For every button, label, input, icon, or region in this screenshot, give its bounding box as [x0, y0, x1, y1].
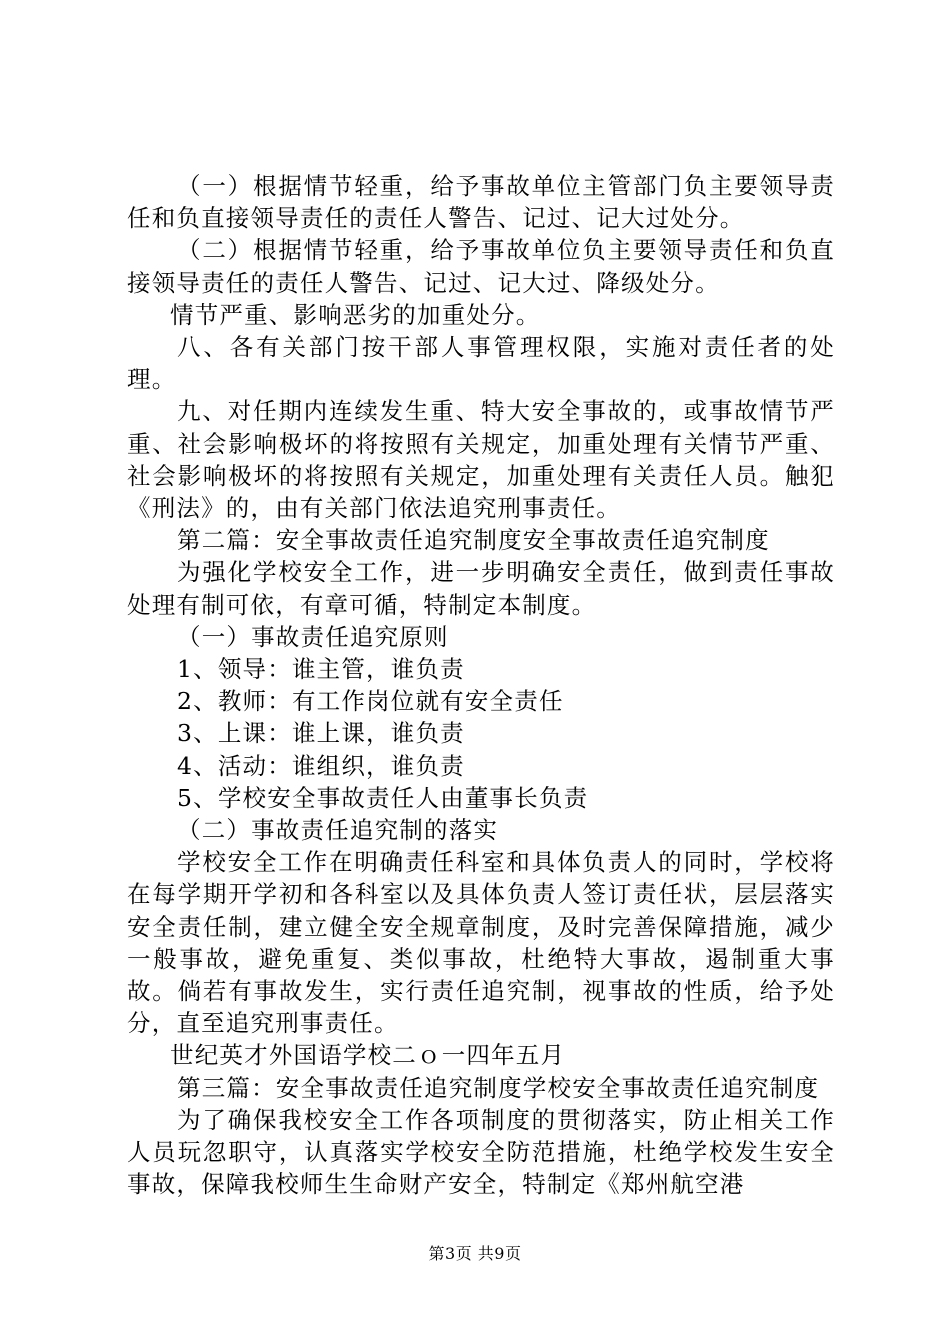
paragraph-part-two-intro: 为强化学校安全工作，进一步明确安全责任，做到责任事故处理有制可依，有章可循，特制定本制度。 [127, 558, 835, 619]
subheading-implementation: （二）事故责任追究制的落实 [177, 816, 499, 845]
list-item-leader: 1、领导：谁主管，谁负责 [177, 655, 465, 684]
section-heading-part-two: 第二篇：安全事故责任追究制度安全事故责任追究制度 [177, 526, 770, 555]
page-number-footer: 第3页 共9页 [428, 1244, 522, 1263]
paragraph-part-three-intro: 为了确保我校安全工作各项制度的贯彻落实，防止相关工作人员玩忽职守，认真落实学校安全防范措施，杜绝学校发生安全事故，保障我校师生生命财产安全，特制定《郑州航空港 [127, 1105, 835, 1199]
paragraph-item-nine: 九、对任期内连续发生重、特大安全事故的，或事故情节严重、社会影响极坏的将按照有关规定，加重处理有关情节严重、社会影响极坏的将按照有关规定，加重处理有关责任人员。触犯《刑法》的，由有关部门依法追究刑事责任。 [127, 397, 835, 523]
subheading-principles: （一）事故责任追究原则 [177, 622, 449, 651]
paragraph-item-eight: 八、各有关部门按干部人事管理权限，实施对责任者的处理。 [127, 333, 835, 394]
list-item-class: 3、上课：谁上课，谁负责 [177, 719, 465, 748]
signature-line: 世纪英才外国语学校二ｏ一四年五月 [170, 1041, 566, 1070]
list-item-chairman: 5、学校安全事故责任人由董事长负责 [177, 783, 589, 812]
paragraph-aggravated: 情节严重、影响恶劣的加重处分。 [170, 300, 541, 329]
paragraph-penalty-unit: （二）根据情节轻重，给予事故单位负主要领导责任和负直接领导责任的责任人警告、记过、记大过、降级处分。 [127, 236, 835, 297]
list-item-activity: 4、活动：谁组织，谁负责 [177, 751, 465, 780]
paragraph-penalty-department: （一）根据情节轻重，给予事故单位主管部门负主要领导责任和负直接领导责任的责任人警告、记过、记大过处分。 [127, 172, 835, 233]
list-item-teacher: 2、教师：有工作岗位就有安全责任 [177, 687, 564, 716]
section-heading-part-three: 第三篇：安全事故责任追究制度学校安全事故责任追究制度 [177, 1073, 820, 1102]
document-body [127, 170, 835, 1201]
paragraph-implementation: 学校安全工作在明确责任科室和具体负责人的同时，学校将在每学期开学初和各科室以及具体负责人签订责任状，层层落实安全责任制，建立健全安全规章制度，及时完善保障措施，减少一般事故，避免重复、类似事故，杜绝特大事故，遏制重大事故。倘若有事故发生，实行责任追究制，视事故的性质，给予处分，直至追究刑事责任。 [127, 848, 835, 1038]
